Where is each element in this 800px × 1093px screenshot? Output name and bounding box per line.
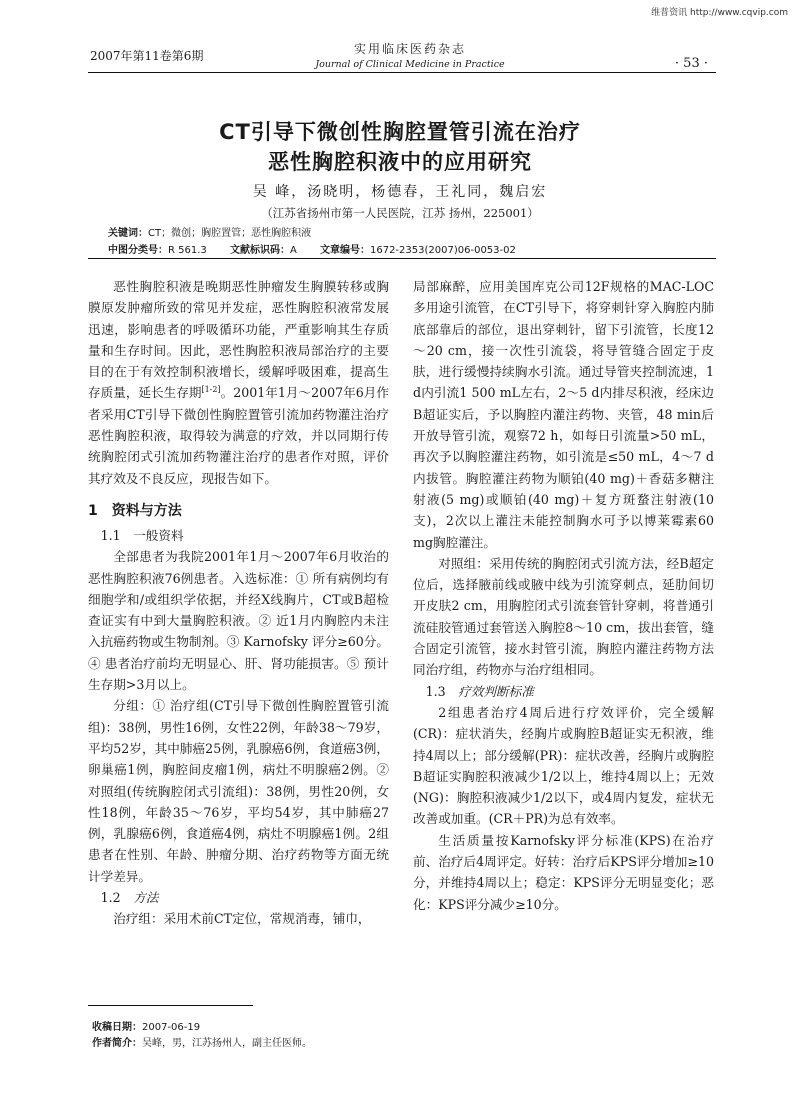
subsection-number: 1.3 xyxy=(425,683,446,699)
subsection-heading-1-1: 1.1 一般资料 xyxy=(100,527,184,543)
intro-paragraph xyxy=(88,276,389,489)
right-column xyxy=(413,276,714,915)
journal-name-en: Journal of Clinical Medicine in Practice xyxy=(315,59,505,70)
footnote-rule xyxy=(88,1005,253,1006)
article-title-line2: 恶性胸腔积液中的应用研究 xyxy=(268,150,532,174)
doc-code: A xyxy=(289,245,297,256)
header-rule xyxy=(88,72,716,73)
clc-label: 中图分类号： xyxy=(108,245,168,256)
journal-header xyxy=(280,40,540,70)
grouping-paragraph: 分组：① 治疗组(CT引导下微创性胸腔置管引流组)：38例，男性16例，女性22例，年龄38～79岁，平均52岁，其中肺癌25例，乳腺癌6例，食道癌3例，卵巢癌1例，胸腔间皮瘤1例，病灶不明腺癌2例。② 对照组(传统胸腔闭式引流组)：38例，男性20例，女性18例，年龄35～76岁，平均54岁，其中肺癌27例，乳腺癌6例，食道癌4例，病灶不明腺癌1例。2组患者在性别、年龄、肿瘤分期、治疗药物等方面无统计学差异。 xyxy=(88,698,389,884)
author-bio-label: 作者简介： xyxy=(92,1038,142,1049)
citation: [1-2] xyxy=(201,385,221,395)
keywords: CT；微创；胸腔置管；恶性胸腔积液 xyxy=(148,228,312,239)
section-heading-1: 1 资料与方法 xyxy=(88,502,182,519)
keywords-label: 关键词： xyxy=(108,228,148,239)
received-label: 收稿日期： xyxy=(92,1022,142,1033)
article-number-label: 文章编号： xyxy=(319,245,370,256)
author-bio xyxy=(92,1034,312,1049)
subsection-title: 方法 xyxy=(133,890,159,906)
left-column xyxy=(88,276,389,930)
article-title-line1: CT引导下微创性胸腔置管引流在治疗 xyxy=(219,120,581,144)
subsection-number: 1.2 xyxy=(100,890,121,906)
intro-text-a: 恶性胸腔积液是晚期恶性肿瘤发生胸膜转移或胸膜原发肿瘤所致的常见并发症，恶性胸腔积液常发展迅速，影响患者的呼吸循环功能，严重影响其生存质量和生存时间。因此，恶性胸腔积液局部治疗的主要目的在于有效控制积液增长，缓解呼吸困难，提高生存质量，延长生存期 xyxy=(88,279,389,401)
kps-paragraph: 生活质量按Karnofsky评分标准(KPS)在治疗前、治疗后4周评定。好转：治疗后KPS评分增加≥10分，并维持4周以上；稳定：KPS评分无明显变化；恶化：KPS评分减少≥10分。 xyxy=(413,832,714,912)
method-paragraph-start: 治疗组：采用术前CT定位，常规消毒，铺巾， xyxy=(113,911,371,927)
doc-code-label: 文献标识码： xyxy=(229,245,290,256)
keywords-line xyxy=(108,224,311,239)
journal-name-cn: 实用临床医药杂志 xyxy=(353,42,466,56)
received-date xyxy=(92,1018,200,1033)
intro-text-b: 。2001年1月～2007年6月作者采用CT引导下微创性胸腔置管引流加药物灌注治疗恶性胸腔积液，取得较为满意的疗效，并以同期行传统胸腔闭式引流加药物灌注治疗的患者作对照，评价其疗效及不良反应，现报告如下。 xyxy=(88,385,389,486)
watermark: 维普资讯 http://www.cqvip.com xyxy=(651,8,788,18)
general-info-paragraph: 全部患者为我院2001年1月～2007年6月收治的恶性胸腔积液76例患者。入选标准：① 所有病例均有细胞学和/或组织学依据，并经X线胸片，CT或B超检查证实有中到大量胸腔积液。② 近1月内胸腔内未注入抗癌药物或生物制剂。③ Karnofsky 评分≥60分。④ 患者治疗前均无明显心、肝、肾功能损害。⑤ 预计生存期>3月以上。 xyxy=(88,549,389,693)
control-group-paragraph: 对照组：采用传统的胸腔闭式引流方法，经B超定位后，选择腋前线或腋中线为引流穿刺点，延肋间切开皮肤2 cm，用胸腔闭式引流套管针穿刺，将普通引流硅胶管通过套管送入胸腔8～10 cm，拔出套管，缝合固定引流管，接水封管引流，胸腔内灌注药物方法同治疗组，药物亦与治疗组相同。 xyxy=(413,555,714,678)
classification-line xyxy=(108,241,516,256)
meta-rule xyxy=(88,258,716,259)
received-value: 2007-06-19 xyxy=(142,1022,201,1033)
affiliation: （江苏省扬州市第一人民医院，江苏 扬州，225001） xyxy=(261,206,539,220)
clc-number: R 561.3 xyxy=(168,245,207,256)
criteria-paragraph: 2组患者治疗4周后进行疗效评价，完全缓解(CR)：症状消失，经胸片或胸腔B超证实无积液，维持4周以上；部分缓解(PR)：症状改善，经胸片或胸腔B超证实胸腔积液减少1/2以上，维持4周以上；无效(NG)：胸腔积液减少1/2以下，或4周内复发，症状无改善或加重。(CR＋PR)为总有效率。 xyxy=(413,704,714,827)
issue-info: 2007年第11卷第6期 xyxy=(90,49,204,63)
subsection-heading-1-2 xyxy=(88,887,389,908)
subsection-heading-1-3 xyxy=(413,681,714,702)
article-number: 1672-2353(2007)06-0053-02 xyxy=(369,245,516,256)
authors: 吴 峰，汤晓明，杨德春，王礼同，魏启宏 xyxy=(252,184,548,200)
page-number: · 53 · xyxy=(674,56,708,71)
author-bio-value: 吴峰，男，江苏扬州人，副主任医师。 xyxy=(142,1038,312,1049)
subsection-title: 疗效判断标准 xyxy=(458,683,534,699)
method-paragraph-cont: 局部麻醉，应用美国库克公司12F规格的MAC-LOC多用途引流管，在CT引导下，将穿刺针穿入胸腔内肺底部靠后的部位，退出穿刺针，留下引流管，长度12～20 cm，接一次性引流袋，将导管缝合固定于皮肤，进行缓慢持续胸水引流。通过导管夹控制流速，1 d内引流1 500 mL左右，2～5 d内排尽积液，经床边B超证实后，予以胸腔内灌注药物、夹管，48 min后开放导管引流，观察72 h，如每日引流量>50 mL，再次予以胸腔灌注药物，如引流是≤50 mL，4～7 d内拔管。胸腔灌注药物为顺铂(40 mg)＋香菇多糖注射液(5 mg)或顺铂(40 mg)＋复方斑蝥注射液(10支)，2次以上灌注未能控制胸水可予以博莱霉素60 mg胸腔灌注。 xyxy=(413,279,714,550)
